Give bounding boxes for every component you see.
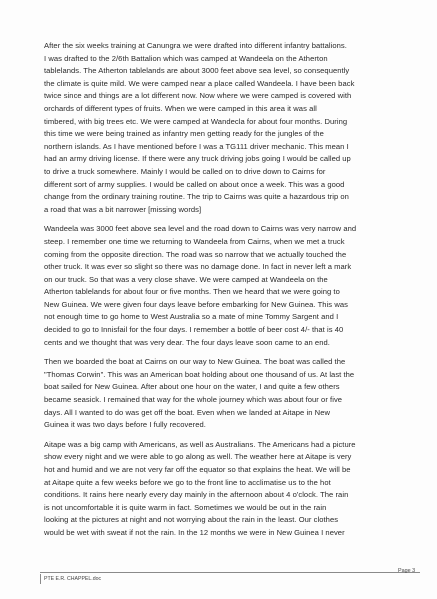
text-line: I was drafted to the 2/6th Battalion which was camped at Wandeela on the Atherton xyxy=(44,53,328,63)
text-line: decided to go to Innisfail for the four days. I remember a bottle of beer cost 4/- that is 40 xyxy=(44,325,344,335)
text-line: hot and humid and we are not very far off the equator so that explains the heat. We will be xyxy=(44,465,351,474)
footer-separator xyxy=(40,574,41,584)
text-line: not enough time to go home to West Australia so a mate of mine Tommy Sargent and I xyxy=(44,312,339,322)
text-line: timbered, with big trees etc. We were camped at Wandecla for about four months. During xyxy=(44,116,348,126)
text-line: northern islands. As I have mentioned before I was a TG111 driver mechanic. This mean I xyxy=(44,141,349,151)
text-line: New Guinea. We were given four days leave before embarking for New Guinea. This was xyxy=(44,299,348,309)
text-line: steep. I remember one time we returning to Wandeela from Cairns, when we met a truck xyxy=(44,236,345,246)
text-line: conditions. It rains here nearly every day mainly in the afternoon about 4 o'clock. The rain xyxy=(44,490,349,500)
footer-page-number: Page 3 xyxy=(398,568,416,574)
paragraph-3 xyxy=(44,356,420,432)
text-line: became seasick. I remained that way for the whole journey which was about four or five xyxy=(44,395,343,405)
text-line: show every night and we were able to go along as well. The weather here at Aitape is very xyxy=(44,452,352,462)
text-line: this time we were being trained as infantry men getting ready for the jungles of the xyxy=(44,129,324,139)
text-line: change from the ordinary training routine. The trip to Cairns was quite a hazardous trip on xyxy=(44,192,349,202)
text-line: is not uncomfortable it is quite warm in fact. Sometimes we would be out in the rain xyxy=(44,502,327,512)
text-line: orchards of different types of fruits. When we were camped in this area it was all xyxy=(44,103,317,113)
text-line: After the six weeks training at Canungra we were drafted into different infantry battalions. xyxy=(44,41,347,50)
text-line: tablelands. The Atherton tablelands are about 3000 feet above sea level, so consequently xyxy=(44,66,350,76)
text-line: to drive a truck somewhere. Mainly I would be called on to drive down to Cairns for xyxy=(44,166,326,176)
text-line: cents and we thought that was very dear. The four days leave soon came to an end. xyxy=(44,337,330,347)
text-line: looking at the pictures at night and not worrying about the rain in the least. Our clothes xyxy=(44,515,339,525)
text-line: other truck. It was ever so slight so there was no damage done. In fact in never left a mark xyxy=(44,262,352,272)
text-line: coming from the opposite direction. The road was so narrow that we actually touched the xyxy=(44,249,347,259)
text-line: "Thomas Corwin". This was an American boat holding about one thousand of us. At last the xyxy=(44,369,355,379)
footer-filename: PTE E.R. CHAPPEL.doc xyxy=(44,576,102,582)
paragraph-2 xyxy=(44,223,420,349)
text-line: boat sailed for New Guinea. After about one hour on the water, I and quite a few others xyxy=(44,382,340,392)
text-line: on our truck. So that was a very close shave. We were camped at Wandeela on the xyxy=(44,274,328,284)
text-line: a road that was a bit narrower [missing words] xyxy=(44,204,202,214)
footer-divider xyxy=(40,572,420,573)
paragraph-1 xyxy=(44,40,420,216)
text-line: Guinea it was two days before I fully recovered. xyxy=(44,420,206,430)
text-line: Aitape was a big camp with Americans, as well as Australians. The Americans had a picture xyxy=(44,439,356,449)
text-line: Then we boarded the boat at Cairns on our way to New Guinea. The boat was called the xyxy=(44,357,346,367)
text-line: twice since and things are a lot different now. Now where we were camped is covered with xyxy=(44,91,352,101)
paragraph-4 xyxy=(44,439,420,540)
text-line: different sort of army supplies. I would be called on about once a week. This was a good xyxy=(44,179,345,189)
text-line: had an army driving license. If there were any truck driving jobs going I would be called up xyxy=(44,154,351,164)
text-line: days. All I wanted to do was get off the boat. Even when we landed at Aitape in New xyxy=(44,407,331,417)
text-line: Atherton tablelands for about four or five months. Then we heard that we were going to xyxy=(44,287,340,297)
text-line: the climate is quite mild. We were camped near a place called Wandeela. I have been back xyxy=(44,78,355,88)
document-body xyxy=(44,40,420,547)
text-line: would be wet with sweat if not the rain. In the 12 months we were in New Guinea I never xyxy=(44,527,345,537)
text-line: at Aitape quite a few weeks before we go to the front line to acclimatise us to the hot xyxy=(44,477,331,487)
text-line: Wandeela was 3000 feet above sea level and the road down to Cairns was very narrow and xyxy=(44,224,357,234)
